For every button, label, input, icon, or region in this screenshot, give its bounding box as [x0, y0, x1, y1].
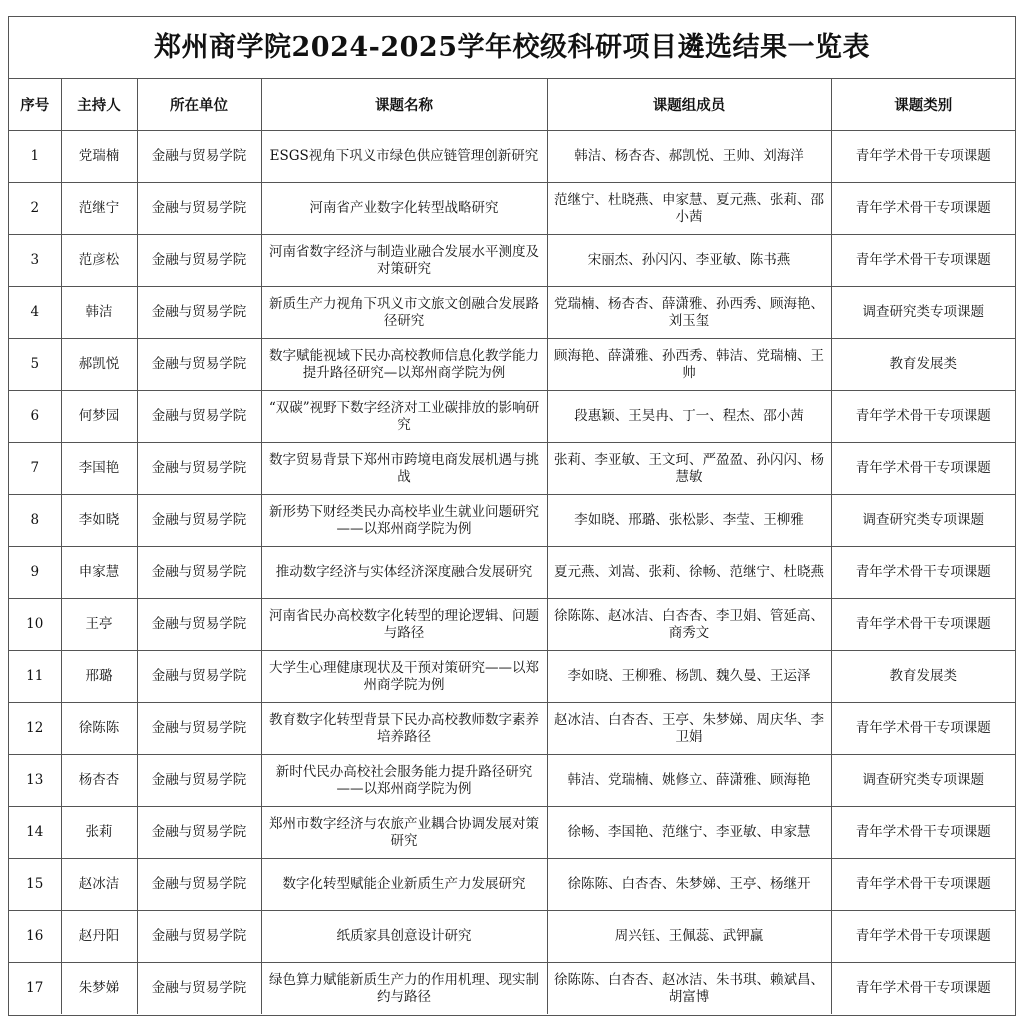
- cell-host: 郝凯悦: [61, 339, 137, 391]
- cell-members: 徐畅、李国艳、范继宁、李亚敏、申家慧: [547, 807, 831, 859]
- cell-index: 17: [9, 963, 61, 1015]
- cell-topic: 数字贸易背景下郑州市跨境电商发展机遇与挑战: [261, 443, 547, 495]
- page-title: 郑州商学院2024-2025学年校级科研项目遴选结果一览表: [9, 17, 1015, 79]
- cell-topic: 郑州市数字经济与农旅产业耦合协调发展对策研究: [261, 807, 547, 859]
- cell-topic: 纸质家具创意设计研究: [261, 911, 547, 963]
- cell-topic: 河南省数字经济与制造业融合发展水平测度及对策研究: [261, 235, 547, 287]
- table-row: [9, 807, 1015, 859]
- cell-category: 青年学术骨干专项课题: [831, 703, 1015, 755]
- cell-index: 15: [9, 859, 61, 911]
- table-row: [9, 443, 1015, 495]
- cell-members: 徐陈陈、白杏杏、朱梦娣、王亭、杨继开: [547, 859, 831, 911]
- cell-category: 青年学术骨干专项课题: [831, 911, 1015, 963]
- table-body: [9, 131, 1015, 1015]
- cell-index: 14: [9, 807, 61, 859]
- cell-category: 调查研究类专项课题: [831, 287, 1015, 339]
- cell-host: 邢璐: [61, 651, 137, 703]
- cell-category: 调查研究类专项课题: [831, 755, 1015, 807]
- cell-host: 赵丹阳: [61, 911, 137, 963]
- cell-unit: 金融与贸易学院: [137, 807, 261, 859]
- cell-category: 青年学术骨干专项课题: [831, 963, 1015, 1015]
- cell-topic: 河南省产业数字化转型战略研究: [261, 183, 547, 235]
- cell-host: 李如晓: [61, 495, 137, 547]
- cell-index: 3: [9, 235, 61, 287]
- header-members: 课题组成员: [547, 79, 831, 131]
- header-row: [9, 79, 1015, 131]
- table-row: [9, 963, 1015, 1015]
- cell-index: 1: [9, 131, 61, 183]
- cell-category: 调查研究类专项课题: [831, 495, 1015, 547]
- cell-unit: 金融与贸易学院: [137, 443, 261, 495]
- cell-index: 4: [9, 287, 61, 339]
- cell-category: 青年学术骨干专项课题: [831, 599, 1015, 651]
- cell-topic: ESGS视角下巩义市绿色供应链管理创新研究: [261, 131, 547, 183]
- table-row: [9, 755, 1015, 807]
- cell-unit: 金融与贸易学院: [137, 131, 261, 183]
- cell-topic: 绿色算力赋能新质生产力的作用机理、现实制约与路径: [261, 963, 547, 1015]
- cell-members: 段惠颖、王昊冉、丁一、程杰、邵小茜: [547, 391, 831, 443]
- cell-topic: 数字化转型赋能企业新质生产力发展研究: [261, 859, 547, 911]
- cell-members: 夏元燕、刘嵩、张莉、徐畅、范继宁、杜晓燕: [547, 547, 831, 599]
- cell-members: 徐陈陈、赵冰洁、白杏杏、李卫娟、管延高、商秀文: [547, 599, 831, 651]
- cell-members: 韩洁、党瑞楠、姚修立、薛潇雅、顾海艳: [547, 755, 831, 807]
- cell-unit: 金融与贸易学院: [137, 599, 261, 651]
- cell-category: 青年学术骨干专项课题: [831, 183, 1015, 235]
- cell-members: 李如晓、王柳雅、杨凯、魏久曼、王运泽: [547, 651, 831, 703]
- cell-index: 7: [9, 443, 61, 495]
- cell-category: 青年学术骨干专项课题: [831, 391, 1015, 443]
- table-row: [9, 651, 1015, 703]
- cell-category: 青年学术骨干专项课题: [831, 443, 1015, 495]
- cell-topic: 新形势下财经类民办高校毕业生就业问题研究——以郑州商学院为例: [261, 495, 547, 547]
- table-row: [9, 287, 1015, 339]
- table-row: [9, 495, 1015, 547]
- cell-host: 朱梦娣: [61, 963, 137, 1015]
- header-unit: 所在单位: [137, 79, 261, 131]
- cell-members: 赵冰洁、白杏杏、王亭、朱梦娣、周庆华、李卫娟: [547, 703, 831, 755]
- cell-unit: 金融与贸易学院: [137, 495, 261, 547]
- results-sheet: [8, 16, 1016, 1016]
- cell-index: 6: [9, 391, 61, 443]
- cell-unit: 金融与贸易学院: [137, 703, 261, 755]
- cell-category: 教育发展类: [831, 339, 1015, 391]
- cell-topic: 河南省民办高校数字化转型的理论逻辑、问题与路径: [261, 599, 547, 651]
- cell-category: 青年学术骨干专项课题: [831, 547, 1015, 599]
- cell-index: 8: [9, 495, 61, 547]
- cell-unit: 金融与贸易学院: [137, 339, 261, 391]
- cell-unit: 金融与贸易学院: [137, 183, 261, 235]
- cell-category: 青年学术骨干专项课题: [831, 235, 1015, 287]
- cell-members: 党瑞楠、杨杏杏、薛潇雅、孙西秀、顾海艳、刘玉玺: [547, 287, 831, 339]
- cell-category: 教育发展类: [831, 651, 1015, 703]
- cell-host: 范继宁: [61, 183, 137, 235]
- cell-members: 张莉、李亚敏、王文珂、严盈盈、孙闪闪、杨慧敏: [547, 443, 831, 495]
- cell-topic: 新质生产力视角下巩义市文旅文创融合发展路径研究: [261, 287, 547, 339]
- cell-unit: 金融与贸易学院: [137, 963, 261, 1015]
- cell-host: 韩洁: [61, 287, 137, 339]
- cell-topic: “双碳”视野下数字经济对工业碳排放的影响研究: [261, 391, 547, 443]
- header-topic: 课题名称: [261, 79, 547, 131]
- cell-host: 徐陈陈: [61, 703, 137, 755]
- cell-host: 李国艳: [61, 443, 137, 495]
- header-index: 序号: [9, 79, 61, 131]
- cell-members: 徐陈陈、白杏杏、赵冰洁、朱书琪、赖斌昌、胡富博: [547, 963, 831, 1015]
- table-row: [9, 131, 1015, 183]
- cell-unit: 金融与贸易学院: [137, 235, 261, 287]
- cell-topic: 推动数字经济与实体经济深度融合发展研究: [261, 547, 547, 599]
- cell-index: 2: [9, 183, 61, 235]
- cell-index: 11: [9, 651, 61, 703]
- cell-host: 何梦园: [61, 391, 137, 443]
- cell-category: 青年学术骨干专项课题: [831, 807, 1015, 859]
- table-row: [9, 859, 1015, 911]
- cell-unit: 金融与贸易学院: [137, 391, 261, 443]
- cell-category: 青年学术骨干专项课题: [831, 859, 1015, 911]
- cell-index: 9: [9, 547, 61, 599]
- cell-host: 王亭: [61, 599, 137, 651]
- cell-index: 12: [9, 703, 61, 755]
- table-row: [9, 547, 1015, 599]
- cell-topic: 大学生心理健康现状及干预对策研究——以郑州商学院为例: [261, 651, 547, 703]
- cell-members: 李如晓、邢璐、张松影、李莹、王柳雅: [547, 495, 831, 547]
- cell-unit: 金融与贸易学院: [137, 651, 261, 703]
- cell-unit: 金融与贸易学院: [137, 911, 261, 963]
- cell-unit: 金融与贸易学院: [137, 755, 261, 807]
- cell-members: 韩洁、杨杏杏、郝凯悦、王帅、刘海洋: [547, 131, 831, 183]
- cell-unit: 金融与贸易学院: [137, 287, 261, 339]
- cell-index: 16: [9, 911, 61, 963]
- cell-topic: 新时代民办高校社会服务能力提升路径研究——以郑州商学院为例: [261, 755, 547, 807]
- cell-members: 周兴钰、王佩蕊、武钾赢: [547, 911, 831, 963]
- cell-unit: 金融与贸易学院: [137, 547, 261, 599]
- cell-host: 赵冰洁: [61, 859, 137, 911]
- table-row: [9, 599, 1015, 651]
- cell-host: 申家慧: [61, 547, 137, 599]
- cell-members: 顾海艳、薛潇雅、孙西秀、韩洁、党瑞楠、王帅: [547, 339, 831, 391]
- table-row: [9, 339, 1015, 391]
- cell-host: 范彦松: [61, 235, 137, 287]
- table-row: [9, 235, 1015, 287]
- cell-host: 党瑞楠: [61, 131, 137, 183]
- table-row: [9, 911, 1015, 963]
- cell-members: 范继宁、杜晓燕、申家慧、夏元燕、张莉、邵小茜: [547, 183, 831, 235]
- cell-unit: 金融与贸易学院: [137, 859, 261, 911]
- header-category: 课题类别: [831, 79, 1015, 131]
- cell-host: 杨杏杏: [61, 755, 137, 807]
- cell-category: 青年学术骨干专项课题: [831, 131, 1015, 183]
- header-host: 主持人: [61, 79, 137, 131]
- cell-topic: 数字赋能视域下民办高校教师信息化教学能力提升路径研究—以郑州商学院为例: [261, 339, 547, 391]
- table-row: [9, 391, 1015, 443]
- cell-topic: 教育数字化转型背景下民办高校教师数字素养培养路径: [261, 703, 547, 755]
- results-table: [9, 79, 1015, 1014]
- cell-host: 张莉: [61, 807, 137, 859]
- cell-index: 10: [9, 599, 61, 651]
- cell-index: 5: [9, 339, 61, 391]
- table-row: [9, 703, 1015, 755]
- table-row: [9, 183, 1015, 235]
- cell-members: 宋丽杰、孙闪闪、李亚敏、陈书燕: [547, 235, 831, 287]
- cell-index: 13: [9, 755, 61, 807]
